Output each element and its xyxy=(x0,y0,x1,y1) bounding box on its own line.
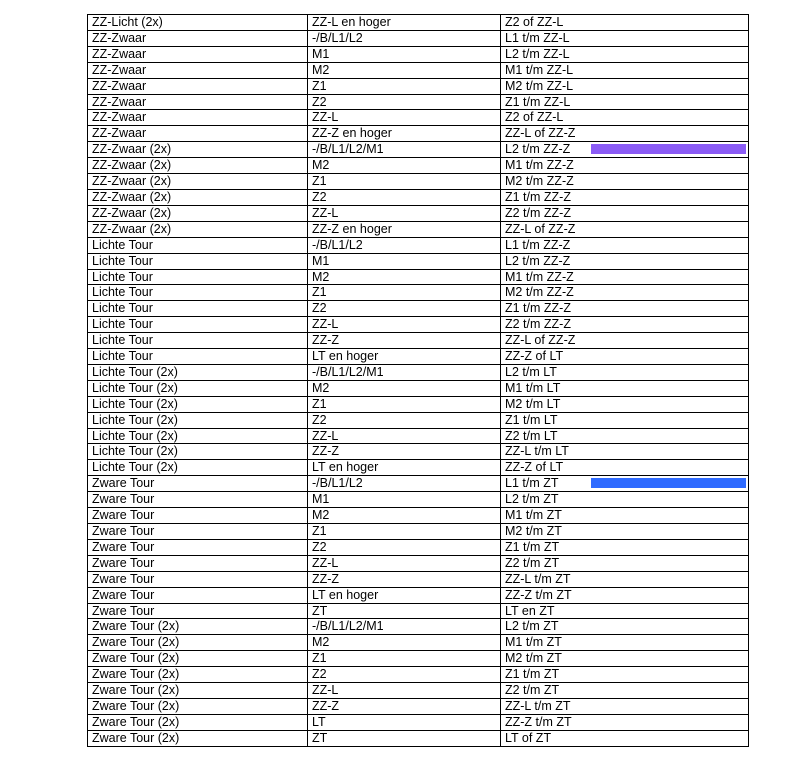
allowed-range-wrap xyxy=(505,460,748,475)
allowed-range-wrap xyxy=(505,651,748,666)
allowed-range-wrap xyxy=(505,604,748,619)
class-cell: Lichte Tour xyxy=(88,349,308,365)
level-cell: M2 xyxy=(308,380,501,396)
allowed-range-wrap xyxy=(505,619,748,634)
allowed-range-text: Z2 t/m ZT xyxy=(505,555,560,570)
allowed-range-wrap xyxy=(505,381,748,396)
allowed-range-text: L1 t/m ZT xyxy=(505,476,559,491)
allowed-range-wrap xyxy=(505,444,748,459)
allowed-range-wrap xyxy=(505,492,748,507)
allowed-range-text: ZZ-L t/m ZT xyxy=(505,698,571,713)
allowed-range-cell xyxy=(501,587,749,603)
allowed-range-text: ZZ-Z of LT xyxy=(505,460,564,475)
level-cell: M2 xyxy=(308,635,501,651)
class-cell: Lichte Tour xyxy=(88,237,308,253)
allowed-range-wrap xyxy=(505,110,748,125)
allowed-range-cell xyxy=(501,635,749,651)
class-cell: Zware Tour xyxy=(88,587,308,603)
level-cell: ZZ-L en hoger xyxy=(308,15,501,31)
level-cell: LT en hoger xyxy=(308,349,501,365)
table-row xyxy=(88,364,749,380)
allowed-range-cell xyxy=(501,189,749,205)
allowed-range-cell xyxy=(501,714,749,730)
allowed-range-text: L2 t/m ZT xyxy=(505,492,559,507)
table-row xyxy=(88,508,749,524)
allowed-range-cell xyxy=(501,62,749,78)
class-cell: Zware Tour (2x) xyxy=(88,619,308,635)
allowed-range-text: L2 t/m ZZ-Z xyxy=(505,142,571,157)
table-row xyxy=(88,110,749,126)
allowed-range-text: M1 t/m ZZ-Z xyxy=(505,158,574,173)
allowed-range-text: Z2 t/m ZT xyxy=(505,683,560,698)
allowed-range-text: ZZ-Z t/m ZT xyxy=(505,587,572,602)
allowed-range-cell xyxy=(501,30,749,46)
level-cell: -/B/L1/L2 xyxy=(308,476,501,492)
level-cell: -/B/L1/L2/M1 xyxy=(308,142,501,158)
table-row xyxy=(88,253,749,269)
class-cell: ZZ-Zwaar xyxy=(88,94,308,110)
allowed-range-wrap xyxy=(505,222,748,237)
allowed-range-wrap xyxy=(505,333,748,348)
allowed-range-text: M2 t/m ZT xyxy=(505,651,562,666)
class-cell: ZZ-Zwaar (2x) xyxy=(88,189,308,205)
allowed-range-wrap xyxy=(505,317,748,332)
allowed-range-wrap xyxy=(505,238,748,253)
class-cell: Zware Tour xyxy=(88,508,308,524)
level-cell: ZZ-Z xyxy=(308,444,501,460)
allowed-range-wrap xyxy=(505,301,748,316)
allowed-range-cell xyxy=(501,158,749,174)
class-cell: ZZ-Zwaar xyxy=(88,62,308,78)
allowed-range-cell xyxy=(501,698,749,714)
allowed-range-cell xyxy=(501,94,749,110)
class-cell: ZZ-Licht (2x) xyxy=(88,15,308,31)
allowed-range-text: Z2 t/m ZZ-Z xyxy=(505,317,571,332)
allowed-range-wrap xyxy=(505,667,748,682)
allowed-range-text: Z2 of ZZ-L xyxy=(505,15,564,29)
allowed-range-cell xyxy=(501,476,749,492)
allowed-range-cell xyxy=(501,412,749,428)
table-row xyxy=(88,269,749,285)
level-cell: ZZ-Z en hoger xyxy=(308,126,501,142)
level-cell: Z2 xyxy=(308,301,501,317)
class-cell: Lichte Tour xyxy=(88,253,308,269)
class-cell: Lichte Tour (2x) xyxy=(88,412,308,428)
level-cell: ZZ-Z en hoger xyxy=(308,221,501,237)
allowed-range-text: Z2 of ZZ-L xyxy=(505,110,564,125)
class-cell: Zware Tour (2x) xyxy=(88,714,308,730)
level-cell: M2 xyxy=(308,158,501,174)
level-cell: -/B/L1/L2/M1 xyxy=(308,619,501,635)
allowed-range-wrap xyxy=(505,588,748,603)
level-cell: Z1 xyxy=(308,285,501,301)
level-cell: Z1 xyxy=(308,524,501,540)
allowed-range-cell xyxy=(501,667,749,683)
allowed-range-text: ZZ-L of ZZ-Z xyxy=(505,221,576,236)
allowed-range-wrap xyxy=(505,190,748,205)
level-cell: M2 xyxy=(308,269,501,285)
table-row xyxy=(88,667,749,683)
allowed-range-wrap xyxy=(505,126,748,141)
highlight-mark-blue xyxy=(591,478,746,488)
allowed-range-wrap xyxy=(505,95,748,110)
table-row xyxy=(88,603,749,619)
table-row xyxy=(88,492,749,508)
table-row xyxy=(88,158,749,174)
level-cell: Z1 xyxy=(308,174,501,190)
class-cell: Lichte Tour xyxy=(88,285,308,301)
level-cell: M1 xyxy=(308,492,501,508)
table-row xyxy=(88,174,749,190)
allowed-range-wrap xyxy=(505,365,748,380)
class-cell: Zware Tour (2x) xyxy=(88,667,308,683)
level-cell: ZZ-L xyxy=(308,428,501,444)
class-cell: Zware Tour (2x) xyxy=(88,730,308,746)
allowed-range-wrap xyxy=(505,635,748,650)
class-cell: Lichte Tour (2x) xyxy=(88,444,308,460)
table-row xyxy=(88,714,749,730)
allowed-range-text: L1 t/m ZZ-L xyxy=(505,30,570,45)
allowed-range-cell xyxy=(501,619,749,635)
allowed-range-text: ZZ-L of ZZ-Z xyxy=(505,333,576,348)
allowed-range-wrap xyxy=(505,508,748,523)
level-cell: Z1 xyxy=(308,396,501,412)
allowed-range-cell xyxy=(501,651,749,667)
table-row xyxy=(88,46,749,62)
allowed-range-wrap xyxy=(505,31,748,46)
allowed-range-text: LT en ZT xyxy=(505,603,555,618)
allowed-range-wrap xyxy=(505,15,748,30)
level-cell: LT en hoger xyxy=(308,587,501,603)
allowed-range-cell xyxy=(501,126,749,142)
allowed-range-cell xyxy=(501,253,749,269)
allowed-range-cell xyxy=(501,380,749,396)
allowed-range-cell xyxy=(501,110,749,126)
level-cell: ZZ-Z xyxy=(308,571,501,587)
allowed-range-wrap xyxy=(505,699,748,714)
allowed-range-cell xyxy=(501,508,749,524)
class-cell: Lichte Tour (2x) xyxy=(88,460,308,476)
allowed-range-wrap xyxy=(505,413,748,428)
allowed-range-wrap xyxy=(505,174,748,189)
allowed-range-cell xyxy=(501,603,749,619)
class-cell: Zware Tour (2x) xyxy=(88,651,308,667)
class-cell: Zware Tour (2x) xyxy=(88,683,308,699)
class-cell: Lichte Tour (2x) xyxy=(88,396,308,412)
table-row xyxy=(88,62,749,78)
allowed-range-cell xyxy=(501,285,749,301)
class-cell: Lichte Tour (2x) xyxy=(88,380,308,396)
allowed-range-text: M2 t/m ZZ-Z xyxy=(505,174,574,189)
table-row xyxy=(88,380,749,396)
class-cell: ZZ-Zwaar xyxy=(88,30,308,46)
class-cell: Zware Tour (2x) xyxy=(88,635,308,651)
allowed-range-text: Z1 t/m LT xyxy=(505,412,558,427)
class-cell: Zware Tour xyxy=(88,476,308,492)
allowed-range-text: L2 t/m LT xyxy=(505,364,557,379)
table-row xyxy=(88,301,749,317)
allowed-range-wrap xyxy=(505,79,748,94)
table-row xyxy=(88,412,749,428)
allowed-range-cell xyxy=(501,221,749,237)
level-cell: ZZ-L xyxy=(308,317,501,333)
table-row xyxy=(88,30,749,46)
class-cell: ZZ-Zwaar (2x) xyxy=(88,174,308,190)
allowed-range-cell xyxy=(501,205,749,221)
table-row xyxy=(88,317,749,333)
allowed-range-cell xyxy=(501,78,749,94)
allowed-range-cell xyxy=(501,460,749,476)
class-cell: Lichte Tour (2x) xyxy=(88,428,308,444)
allowed-range-text: M1 t/m ZZ-Z xyxy=(505,269,574,284)
allowed-range-text: ZZ-L of ZZ-Z xyxy=(505,126,576,141)
level-cell: Z2 xyxy=(308,412,501,428)
allowed-range-text: M1 t/m ZZ-L xyxy=(505,62,574,77)
allowed-range-text: M2 t/m ZT xyxy=(505,524,562,538)
level-cell: Z2 xyxy=(308,667,501,683)
class-cell: ZZ-Zwaar xyxy=(88,126,308,142)
class-cell: Lichte Tour xyxy=(88,269,308,285)
allowed-range-wrap xyxy=(505,206,748,221)
allowed-range-text: ZZ-L t/m LT xyxy=(505,444,569,459)
allowed-range-wrap xyxy=(505,476,748,491)
table-row xyxy=(88,571,749,587)
table-row xyxy=(88,555,749,571)
class-cell: Lichte Tour xyxy=(88,301,308,317)
table-row xyxy=(88,349,749,365)
class-cell: Zware Tour xyxy=(88,524,308,540)
table-row xyxy=(88,285,749,301)
table-row xyxy=(88,651,749,667)
allowed-range-wrap xyxy=(505,142,748,157)
level-cell: -/B/L1/L2 xyxy=(308,237,501,253)
table-row xyxy=(88,730,749,746)
allowed-range-wrap xyxy=(505,524,748,539)
table-row xyxy=(88,476,749,492)
level-cell: M2 xyxy=(308,508,501,524)
allowed-range-text: L1 t/m ZZ-Z xyxy=(505,237,571,252)
level-cell: ZT xyxy=(308,603,501,619)
allowed-range-wrap xyxy=(505,556,748,571)
level-cell: Z2 xyxy=(308,189,501,205)
table-row xyxy=(88,94,749,110)
allowed-range-text: LT of ZT xyxy=(505,730,552,745)
allowed-range-text: M1 t/m LT xyxy=(505,380,561,395)
allowed-range-cell xyxy=(501,683,749,699)
table-row xyxy=(88,587,749,603)
level-cell: Z2 xyxy=(308,539,501,555)
class-cell: ZZ-Zwaar (2x) xyxy=(88,205,308,221)
level-cell: LT en hoger xyxy=(308,460,501,476)
allowed-range-cell xyxy=(501,428,749,444)
allowed-range-text: L2 t/m ZZ-Z xyxy=(505,253,571,268)
allowed-range-wrap xyxy=(505,47,748,62)
allowed-range-cell xyxy=(501,174,749,190)
allowed-range-wrap xyxy=(505,572,748,587)
class-cell: ZZ-Zwaar xyxy=(88,46,308,62)
table-row xyxy=(88,237,749,253)
class-cell: ZZ-Zwaar xyxy=(88,78,308,94)
allowed-range-text: M1 t/m ZT xyxy=(505,635,562,650)
allowed-range-cell xyxy=(501,492,749,508)
class-cell: Lichte Tour xyxy=(88,333,308,349)
table-row xyxy=(88,428,749,444)
class-cell: Zware Tour xyxy=(88,571,308,587)
table-row xyxy=(88,205,749,221)
level-cell: Z1 xyxy=(308,651,501,667)
table-body xyxy=(88,15,749,747)
allowed-range-cell xyxy=(501,539,749,555)
table-row xyxy=(88,189,749,205)
level-cell: Z1 xyxy=(308,78,501,94)
allowed-range-text: M2 t/m ZZ-L xyxy=(505,78,574,93)
allowed-range-cell xyxy=(501,317,749,333)
table-row xyxy=(88,460,749,476)
allowed-range-text: Z1 t/m ZZ-Z xyxy=(505,189,571,204)
allowed-range-cell xyxy=(501,364,749,380)
class-cell: Lichte Tour (2x) xyxy=(88,364,308,380)
table-row xyxy=(88,683,749,699)
allowed-range-cell xyxy=(501,46,749,62)
table-row xyxy=(88,396,749,412)
allowed-range-cell xyxy=(501,444,749,460)
allowed-range-text: M2 t/m LT xyxy=(505,396,561,411)
allowed-range-wrap xyxy=(505,285,748,300)
document-table xyxy=(87,14,749,747)
level-cell: ZZ-L xyxy=(308,205,501,221)
class-cell: Zware Tour xyxy=(88,603,308,619)
level-cell: Z2 xyxy=(308,94,501,110)
class-cell: Zware Tour (2x) xyxy=(88,698,308,714)
highlight-mark-purple xyxy=(591,144,746,154)
allowed-range-text: L2 t/m ZT xyxy=(505,619,559,634)
allowed-range-text: M1 t/m ZT xyxy=(505,508,562,523)
table-row xyxy=(88,221,749,237)
allowed-range-text: ZZ-L t/m ZT xyxy=(505,571,571,586)
allowed-range-text: Z1 t/m ZT xyxy=(505,667,560,682)
allowed-range-wrap xyxy=(505,683,748,698)
level-cell: ZZ-L xyxy=(308,555,501,571)
level-cell: ZZ-Z xyxy=(308,333,501,349)
allowed-range-text: Z1 t/m ZZ-Z xyxy=(505,301,571,316)
allowed-range-wrap xyxy=(505,715,748,730)
level-cell: ZZ-Z xyxy=(308,698,501,714)
table-row xyxy=(88,524,749,540)
table-row xyxy=(88,333,749,349)
allowed-range-cell xyxy=(501,349,749,365)
allowed-range-cell xyxy=(501,142,749,158)
table-row xyxy=(88,539,749,555)
level-cell: M1 xyxy=(308,46,501,62)
allowed-range-wrap xyxy=(505,270,748,285)
allowed-range-wrap xyxy=(505,254,748,269)
level-cell: LT xyxy=(308,714,501,730)
allowed-range-text: Z2 t/m LT xyxy=(505,428,558,443)
allowed-range-text: Z2 t/m ZZ-Z xyxy=(505,205,571,220)
level-cell: ZT xyxy=(308,730,501,746)
allowed-range-wrap xyxy=(505,397,748,412)
allowed-range-text: Z1 t/m ZT xyxy=(505,539,560,554)
level-cell: ZZ-L xyxy=(308,110,501,126)
allowed-range-text: L2 t/m ZZ-L xyxy=(505,46,570,61)
level-cell: -/B/L1/L2/M1 xyxy=(308,364,501,380)
allowed-range-wrap xyxy=(505,158,748,173)
class-cell: Zware Tour xyxy=(88,539,308,555)
allowed-range-cell xyxy=(501,555,749,571)
allowed-range-cell xyxy=(501,396,749,412)
allowed-range-text: Z1 t/m ZZ-L xyxy=(505,94,571,109)
class-cell: Lichte Tour xyxy=(88,317,308,333)
allowed-range-cell xyxy=(501,571,749,587)
allowed-range-wrap xyxy=(505,429,748,444)
table-row xyxy=(88,619,749,635)
allowed-range-text: ZZ-Z t/m ZT xyxy=(505,714,572,729)
allowed-range-cell xyxy=(501,269,749,285)
table-row xyxy=(88,142,749,158)
table-row xyxy=(88,78,749,94)
class-cell: Zware Tour xyxy=(88,555,308,571)
allowed-range-wrap xyxy=(505,540,748,555)
level-cell: M2 xyxy=(308,62,501,78)
allowed-range-wrap xyxy=(505,349,748,364)
allowed-range-text: ZZ-Z of LT xyxy=(505,349,564,364)
level-cell: -/B/L1/L2 xyxy=(308,30,501,46)
allowed-range-cell xyxy=(501,237,749,253)
level-cell: ZZ-L xyxy=(308,683,501,699)
table-row xyxy=(88,126,749,142)
allowed-range-cell xyxy=(501,15,749,31)
class-cell: ZZ-Zwaar (2x) xyxy=(88,142,308,158)
class-cell: ZZ-Zwaar (2x) xyxy=(88,221,308,237)
allowed-range-wrap xyxy=(505,731,748,746)
table-row xyxy=(88,635,749,651)
level-cell: M1 xyxy=(308,253,501,269)
allowed-range-cell xyxy=(501,730,749,746)
allowed-range-text: M2 t/m ZZ-Z xyxy=(505,285,574,300)
table-row xyxy=(88,15,749,31)
table-row xyxy=(88,444,749,460)
allowed-range-wrap xyxy=(505,63,748,78)
class-cell: ZZ-Zwaar (2x) xyxy=(88,158,308,174)
table-row xyxy=(88,698,749,714)
class-cell: Zware Tour xyxy=(88,492,308,508)
allowed-range-cell xyxy=(501,524,749,540)
allowed-range-cell xyxy=(501,301,749,317)
allowed-range-cell xyxy=(501,333,749,349)
class-cell: ZZ-Zwaar xyxy=(88,110,308,126)
